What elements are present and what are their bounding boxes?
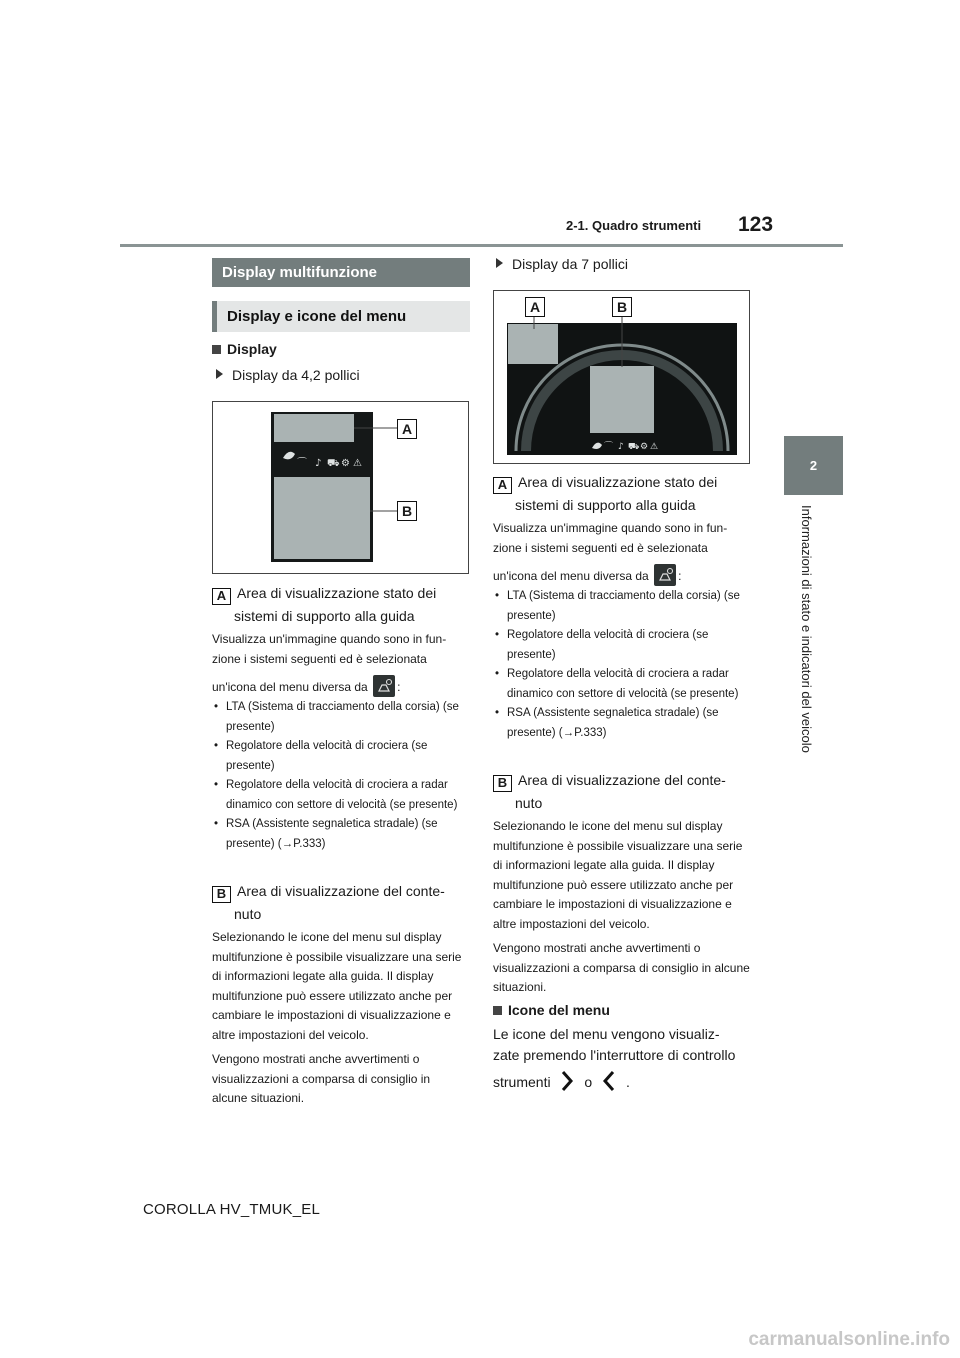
page-number: 123 bbox=[738, 213, 774, 236]
square-bullet-icon bbox=[493, 1006, 502, 1015]
list-item: • Regolatore della velocità di crociera a radar dinamico con settore di velocità (se presente) bbox=[212, 776, 474, 815]
para-b-left bbox=[212, 928, 467, 1114]
list-item: • Regolatore della velocità di crociera (se presente) bbox=[212, 737, 474, 776]
figure-label-b: B bbox=[397, 501, 417, 521]
callout-a-line1: Area di visualizzazione stato dei bbox=[518, 474, 718, 490]
figure-display-7 bbox=[493, 290, 750, 464]
callout-b-line1: Area di visualizzazione del conte- bbox=[518, 772, 726, 788]
item-display-7 bbox=[496, 256, 628, 272]
para-a-colon: : bbox=[678, 569, 682, 583]
subhead-icone-menu bbox=[493, 1002, 610, 1018]
svg-text:♪: ♪ bbox=[315, 458, 322, 469]
subhead-icone-menu-text: Icone del menu bbox=[508, 1002, 610, 1018]
svg-text:⚠: ⚠ bbox=[353, 458, 362, 469]
figure-label-a: A bbox=[397, 419, 417, 439]
item-display-42-text: Display da 4,2 pollici bbox=[232, 367, 360, 383]
item-display-7-text: Display da 7 pollici bbox=[512, 256, 628, 272]
para-a-line1: Visualizza un'immagine quando sono in fun- bbox=[212, 632, 447, 646]
item-display-42 bbox=[216, 367, 360, 383]
badge-b: B bbox=[212, 886, 231, 903]
figure-label-b: B bbox=[612, 297, 632, 317]
bullet-list-right bbox=[493, 587, 753, 743]
svg-text:⌒: ⌒ bbox=[604, 442, 614, 452]
square-bullet-icon bbox=[212, 345, 221, 354]
list-item: • Regolatore della velocità di crociera (se presente) bbox=[493, 626, 753, 665]
footer-model: COROLLA HV_TMUK_EL bbox=[143, 1201, 320, 1218]
subhead-display-text: Display bbox=[227, 341, 277, 357]
para-a-line2: zione i sistemi seguenti ed è selezionata bbox=[212, 651, 427, 666]
para-b-2: Vengono mostrati anche avvertimenti o visualizzazioni a comparsa di consiglio in alcune situazioni. bbox=[212, 1052, 431, 1105]
callout-a-line2: sistemi di supporto alla guida bbox=[515, 496, 696, 513]
svg-text:⚙: ⚙ bbox=[640, 442, 649, 452]
watermark: carmanualsonline.info bbox=[748, 1329, 950, 1350]
callout-b-right bbox=[493, 769, 763, 814]
subhead-display bbox=[212, 341, 277, 357]
header-rule bbox=[120, 244, 843, 247]
svg-text:⚙: ⚙ bbox=[341, 458, 350, 469]
driving-support-icon bbox=[654, 564, 676, 586]
para-a-line3: un'icona del menu diversa da bbox=[493, 569, 649, 583]
triangle-bullet-icon bbox=[216, 369, 223, 379]
area-a-box bbox=[274, 414, 354, 442]
svg-text:⚠: ⚠ bbox=[650, 442, 659, 452]
para-a-right bbox=[493, 519, 755, 587]
chapter-tab: 2 bbox=[784, 436, 843, 495]
para-b-1: Selezionando le icone del menu sul display multifunzione è possibile visualizzare una serie di informazioni legate alla guida. Il display multifunzione può essere utilizzato anche per cambiare le impostazioni di visualizzazione e altre impostazioni del veicolo. bbox=[493, 819, 743, 931]
chevron-right-icon bbox=[560, 1070, 574, 1098]
heading-display-multifunzione: Display multifunzione bbox=[212, 258, 470, 287]
figure-display-42 bbox=[212, 401, 469, 574]
svg-text:⌒: ⌒ bbox=[297, 458, 307, 469]
bullet-list-left bbox=[212, 698, 474, 854]
para-b-right bbox=[493, 817, 751, 1003]
chapter-tab-label: Informazioni di stato e indicatori del veicolo bbox=[799, 505, 814, 753]
menu-text-line3: strumenti bbox=[493, 1074, 551, 1090]
menu-text-or: o bbox=[584, 1074, 593, 1090]
menu-text-line2: zate premendo l'interruttore di controllo bbox=[493, 1047, 736, 1063]
triangle-bullet-icon bbox=[496, 258, 503, 268]
svg-text:⛟: ⛟ bbox=[327, 458, 340, 469]
area-b-box bbox=[590, 366, 654, 433]
callout-b-line1: Area di visualizzazione del conte- bbox=[237, 883, 445, 899]
badge-b: B bbox=[493, 775, 512, 792]
para-a-colon: : bbox=[397, 680, 401, 694]
heading-display-icone: Display e icone del menu bbox=[212, 301, 470, 332]
list-item: • RSA (Assistente segnaletica stradale) (se presente) (→P.333) bbox=[212, 815, 474, 854]
driving-support-icon bbox=[373, 675, 395, 697]
callout-a-line2: sistemi di supporto alla guida bbox=[234, 607, 415, 624]
area-b-box bbox=[274, 477, 370, 559]
badge-a: A bbox=[212, 588, 231, 605]
svg-text:⛟: ⛟ bbox=[628, 442, 640, 452]
callout-b-left bbox=[212, 880, 472, 925]
callout-b-line2: nuto bbox=[234, 905, 262, 922]
list-item: • LTA (Sistema di tracciamento della corsia) (se presente) bbox=[212, 698, 474, 737]
para-a-left bbox=[212, 630, 472, 698]
display-42-illustration bbox=[213, 402, 468, 573]
callout-a-line1: Area di visualizzazione stato dei bbox=[237, 585, 437, 601]
menu-text-line1: Le icone del menu vengono visualiz- bbox=[493, 1026, 720, 1042]
para-b-2: Vengono mostrati anche avvertimenti o visualizzazioni a comparsa di consiglio in alcune situazioni. bbox=[493, 941, 750, 994]
callout-b-line2: nuto bbox=[515, 794, 543, 811]
area-a-box bbox=[508, 324, 558, 364]
figure-label-a: A bbox=[525, 297, 545, 317]
svg-text:♪: ♪ bbox=[618, 442, 624, 452]
section-title: 2-1. Quadro strumenti bbox=[566, 218, 702, 233]
menu-text-period: . bbox=[625, 1074, 630, 1090]
callout-a-left bbox=[212, 582, 472, 627]
chevron-left-icon bbox=[602, 1070, 616, 1098]
list-item: • RSA (Assistente segnaletica stradale) (se presente) (→P.333) bbox=[493, 704, 753, 743]
para-a-line1: Visualizza un'immagine quando sono in fun- bbox=[493, 521, 728, 535]
badge-a: A bbox=[493, 477, 512, 494]
para-b-1: Selezionando le icone del menu sul display multifunzione è possibile visualizzare una serie di informazioni legate alla guida. Il display multifunzione può essere utilizzato anche per cambiare le impostazioni di visualizzazione e altre impostazioni del veicolo. bbox=[212, 930, 462, 1042]
para-a-line3: un'icona del menu diversa da bbox=[212, 680, 368, 694]
list-item: • Regolatore della velocità di crociera a radar dinamico con settore di velocità (se presente) bbox=[493, 665, 753, 704]
para-a-line2: zione i sistemi seguenti ed è selezionata bbox=[493, 540, 708, 555]
list-item: • LTA (Sistema di tracciamento della corsia) (se presente) bbox=[493, 587, 753, 626]
menu-instructions bbox=[493, 1024, 763, 1098]
callout-a-right bbox=[493, 471, 763, 516]
